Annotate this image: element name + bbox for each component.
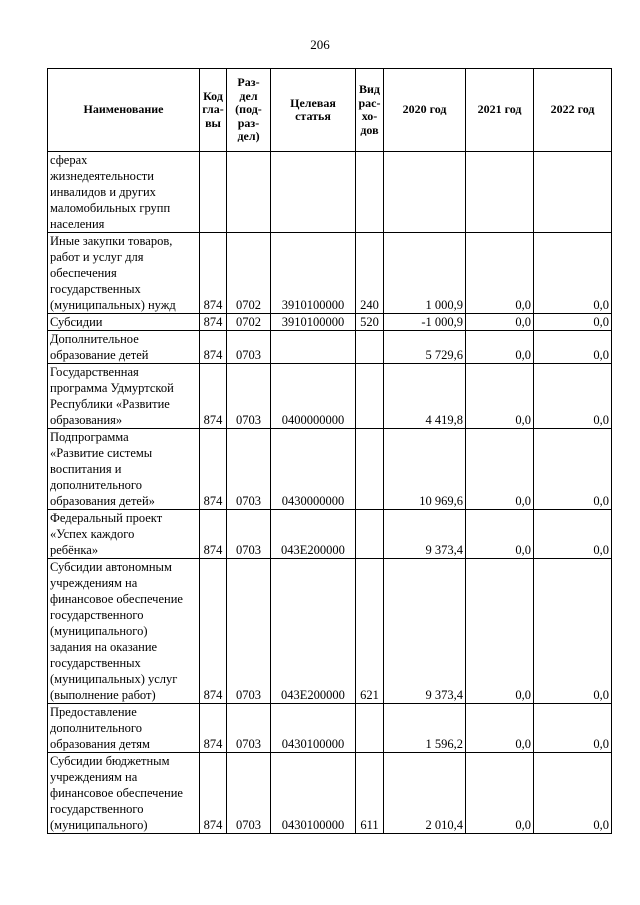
name-line: населения: [50, 217, 105, 231]
table-row: [48, 152, 612, 233]
header-line: дов: [360, 122, 379, 137]
header-line: Раз-: [237, 75, 260, 90]
cell-2020: 1 596,2: [384, 704, 466, 753]
name-line: образования детей»: [50, 494, 155, 508]
cell-2022: 0,0: [534, 753, 612, 834]
header-line: гла-: [202, 102, 224, 117]
name-line: программа Удмуртской: [50, 381, 174, 395]
name-line: Предоставление: [50, 705, 137, 719]
cell-expense: [356, 152, 384, 233]
name-line: учреждениям на: [50, 576, 138, 590]
table-row: [48, 559, 612, 704]
name-line: государственного: [50, 802, 144, 816]
cell-2021: 0,0: [466, 331, 534, 364]
table-row: [48, 314, 612, 331]
name-line: государственных: [50, 656, 141, 670]
name-line: воспитания и: [50, 462, 122, 476]
header-section: [227, 69, 271, 152]
name-line: Дополнительное: [50, 332, 139, 346]
name-line: учреждениям на: [50, 770, 138, 784]
cell-2022: 0,0: [534, 510, 612, 559]
header-chapter: [200, 69, 227, 152]
name-line: работ и услуг для: [50, 250, 144, 264]
header-name: Наименование: [48, 69, 200, 152]
name-line: финансовое обеспечение: [50, 592, 183, 606]
cell-section: 0702: [227, 314, 271, 331]
cell-name: [48, 314, 200, 331]
cell-expense: [356, 429, 384, 510]
page-number: 206: [310, 37, 330, 52]
cell-2022: 0,0: [534, 314, 612, 331]
cell-target: 0430100000: [271, 704, 356, 753]
name-line: финансовое обеспечение: [50, 786, 183, 800]
name-line: (муниципального): [50, 818, 148, 832]
header-line: Целевая: [290, 95, 336, 110]
cell-2021: 0,0: [466, 510, 534, 559]
cell-section: 0703: [227, 704, 271, 753]
name-line: инвалидов и других: [50, 185, 156, 199]
cell-expense: [356, 331, 384, 364]
name-line: маломобильных групп: [50, 201, 171, 215]
cell-2020: 2 010,4: [384, 753, 466, 834]
cell-2020: 9 373,4: [384, 559, 466, 704]
cell-section: 0703: [227, 753, 271, 834]
cell-expense: 611: [356, 753, 384, 834]
cell-chapter: 874: [200, 314, 227, 331]
cell-chapter: 874: [200, 364, 227, 429]
cell-target: 3910100000: [271, 233, 356, 314]
name-line: ребёнка»: [50, 543, 99, 557]
cell-name: [48, 510, 200, 559]
name-line: государственных: [50, 282, 141, 296]
cell-2020: 4 419,8: [384, 364, 466, 429]
cell-2020: -1 000,9: [384, 314, 466, 331]
cell-expense: [356, 364, 384, 429]
cell-chapter: 874: [200, 704, 227, 753]
cell-name: [48, 331, 200, 364]
name-line: Подпрограмма: [50, 430, 129, 444]
cell-expense: [356, 510, 384, 559]
name-line: сферах: [50, 153, 88, 167]
cell-name: [48, 233, 200, 314]
cell-target: 3910100000: [271, 314, 356, 331]
name-line: Иные закупки товаров,: [50, 234, 173, 248]
header-line: (под-: [235, 102, 262, 117]
cell-section: [227, 152, 271, 233]
cell-name: [48, 152, 200, 233]
cell-2020: 1 000,9: [384, 233, 466, 314]
table-row: [48, 364, 612, 429]
cell-section: 0703: [227, 510, 271, 559]
cell-chapter: 874: [200, 331, 227, 364]
cell-2022: 0,0: [534, 429, 612, 510]
name-line: образование детей: [50, 348, 149, 362]
cell-target: 0430100000: [271, 753, 356, 834]
header-2022: 2022 год: [534, 69, 612, 152]
name-line: (выполнение работ): [50, 688, 156, 702]
cell-2022: 0,0: [534, 364, 612, 429]
name-line: задания на оказание: [50, 640, 158, 654]
name-line: Республики «Развитие: [50, 397, 170, 411]
cell-2021: 0,0: [466, 314, 534, 331]
cell-name: [48, 753, 200, 834]
name-line: Субсидии бюджетным: [50, 754, 170, 768]
table-row: [48, 429, 612, 510]
header-line: рас-: [358, 95, 381, 110]
header-2020: 2020 год: [384, 69, 466, 152]
cell-2020: 10 969,6: [384, 429, 466, 510]
table-row: [48, 704, 612, 753]
name-line: образования»: [50, 413, 123, 427]
cell-chapter: 874: [200, 510, 227, 559]
cell-expense: 520: [356, 314, 384, 331]
cell-2020: [384, 152, 466, 233]
cell-section: 0703: [227, 429, 271, 510]
cell-chapter: [200, 152, 227, 233]
cell-2021: [466, 152, 534, 233]
header-line: вы: [205, 115, 221, 130]
cell-target: [271, 331, 356, 364]
cell-2022: 0,0: [534, 331, 612, 364]
cell-section: 0703: [227, 364, 271, 429]
cell-2020: 5 729,6: [384, 331, 466, 364]
table-row: [48, 233, 612, 314]
cell-target: 043E200000: [271, 559, 356, 704]
name-line: жизнедеятельности: [50, 169, 154, 183]
header-line: статья: [295, 109, 331, 123]
cell-chapter: 874: [200, 559, 227, 704]
cell-2021: 0,0: [466, 233, 534, 314]
name-line: Федеральный проект: [50, 511, 163, 525]
header-line: Вид: [359, 82, 380, 96]
header-line: дел: [239, 88, 258, 103]
cell-name: [48, 429, 200, 510]
cell-2021: 0,0: [466, 704, 534, 753]
cell-name: [48, 704, 200, 753]
name-line: Субсидии: [50, 315, 103, 329]
cell-2021: 0,0: [466, 559, 534, 704]
name-line: Государственная: [50, 365, 139, 379]
header-row: [48, 69, 612, 152]
cell-2021: 0,0: [466, 429, 534, 510]
cell-target: 043E200000: [271, 510, 356, 559]
name-line: образования детям: [50, 737, 150, 751]
cell-2022: [534, 152, 612, 233]
name-line: (муниципального): [50, 624, 148, 638]
header-line: дел): [237, 129, 260, 144]
cell-expense: 621: [356, 559, 384, 704]
header-line: хо-: [361, 109, 378, 123]
cell-2021: 0,0: [466, 364, 534, 429]
cell-chapter: 874: [200, 753, 227, 834]
cell-2021: 0,0: [466, 753, 534, 834]
cell-section: 0703: [227, 331, 271, 364]
cell-section: 0702: [227, 233, 271, 314]
name-line: «Успех каждого: [50, 527, 135, 541]
cell-chapter: 874: [200, 233, 227, 314]
cell-2020: 9 373,4: [384, 510, 466, 559]
header-line: раз-: [237, 115, 260, 130]
table-row: [48, 753, 612, 834]
table-row: [48, 331, 612, 364]
header-target: [271, 69, 356, 152]
cell-section: 0703: [227, 559, 271, 704]
name-line: «Развитие системы: [50, 446, 153, 460]
name-line: обеспечения: [50, 266, 117, 280]
cell-2022: 0,0: [534, 559, 612, 704]
name-line: (муниципальных) нужд: [50, 298, 176, 312]
budget-table: [47, 68, 612, 834]
table-row: [48, 510, 612, 559]
header-line: Код: [203, 88, 223, 103]
cell-target: 0400000000: [271, 364, 356, 429]
cell-name: [48, 559, 200, 704]
cell-expense: 240: [356, 233, 384, 314]
cell-target: [271, 152, 356, 233]
name-line: дополнительного: [50, 478, 142, 492]
header-2021: 2021 год: [466, 69, 534, 152]
cell-2022: 0,0: [534, 233, 612, 314]
name-line: Субсидии автономным: [50, 560, 172, 574]
cell-target: 0430000000: [271, 429, 356, 510]
name-line: государственного: [50, 608, 144, 622]
name-line: дополнительного: [50, 721, 142, 735]
cell-expense: [356, 704, 384, 753]
cell-chapter: 874: [200, 429, 227, 510]
name-line: (муниципальных) услуг: [50, 672, 178, 686]
cell-name: [48, 364, 200, 429]
cell-2022: 0,0: [534, 704, 612, 753]
header-expense: [356, 69, 384, 152]
